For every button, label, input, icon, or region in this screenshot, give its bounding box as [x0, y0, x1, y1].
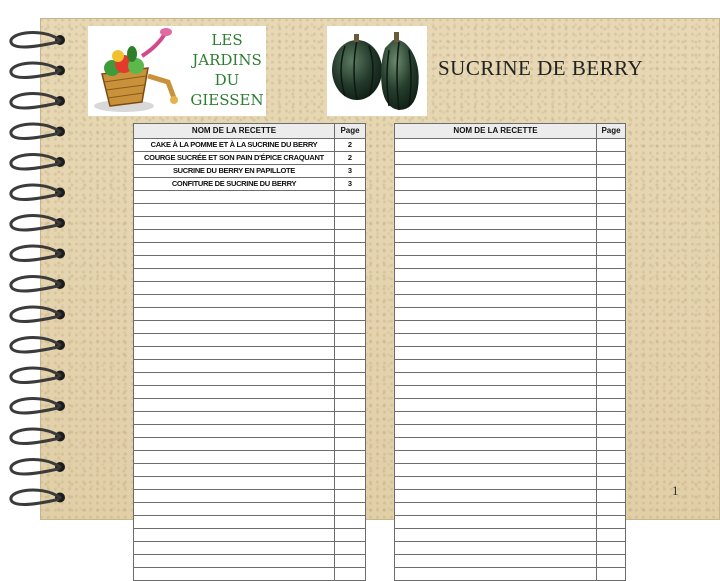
recipe-name-cell — [134, 191, 335, 204]
binding-ring — [11, 32, 60, 47]
recipe-name-cell — [395, 438, 597, 451]
recipe-name-cell — [395, 152, 597, 165]
recipe-name-cell — [395, 139, 597, 152]
recipe-name-cell — [134, 217, 335, 230]
table-row-empty — [395, 191, 626, 204]
recipe-name-cell — [134, 269, 335, 282]
recipe-page-cell — [335, 308, 366, 321]
recipe-page-cell — [597, 282, 626, 295]
recipe-name-cell — [395, 412, 597, 425]
table-row-empty — [395, 269, 626, 282]
recipe-page-cell — [335, 477, 366, 490]
table-row-empty — [395, 256, 626, 269]
table-row-empty — [134, 308, 366, 321]
recipe-page-cell — [597, 360, 626, 373]
table-row-empty — [395, 139, 626, 152]
recipe-page-cell — [335, 373, 366, 386]
recipe-name-cell — [134, 321, 335, 334]
binding-ring — [11, 124, 60, 139]
recipe-page-cell — [597, 555, 626, 568]
table-row-empty — [134, 477, 366, 490]
recipe-index-table-right — [394, 123, 626, 581]
recipe-name-cell — [395, 347, 597, 360]
recipe-name-cell — [134, 334, 335, 347]
recipe-name-cell — [395, 256, 597, 269]
table-row-empty — [395, 477, 626, 490]
table-row-empty — [134, 269, 366, 282]
recipe-name-cell — [134, 373, 335, 386]
recipe-page-cell — [597, 490, 626, 503]
table-row-empty — [395, 334, 626, 347]
recipe-page-cell — [335, 295, 366, 308]
recipe-name-cell — [395, 243, 597, 256]
recipe-name-cell — [134, 464, 335, 477]
binding-ring — [11, 307, 60, 322]
squash-photo-icon — [327, 26, 427, 116]
table-row-empty — [395, 490, 626, 503]
recipe-page-cell — [335, 425, 366, 438]
table-row-empty — [134, 425, 366, 438]
recipe-page-cell — [597, 269, 626, 282]
logo-line-1: LES — [211, 31, 243, 49]
binding-ring — [11, 459, 60, 474]
recipe-name-cell — [395, 360, 597, 373]
recipe-page-cell — [335, 568, 366, 581]
recipe-page-cell — [597, 321, 626, 334]
recipe-name-cell — [134, 347, 335, 360]
recipe-name-cell — [395, 516, 597, 529]
recipe-name-cell — [134, 399, 335, 412]
recipe-name-cell — [134, 256, 335, 269]
recipe-page-cell — [597, 516, 626, 529]
recipe-page-cell — [335, 217, 366, 230]
table-row-empty — [395, 217, 626, 230]
recipe-name-cell — [395, 321, 597, 334]
recipe-page-cell — [335, 399, 366, 412]
recipe-name-cell — [395, 295, 597, 308]
basket-vegetables-icon — [88, 26, 188, 116]
recipe-name-cell — [395, 477, 597, 490]
recipe-page-cell — [335, 412, 366, 425]
table-row-empty — [134, 243, 366, 256]
recipe-page-cell — [335, 256, 366, 269]
recipe-page-cell — [597, 412, 626, 425]
binding-ring — [11, 490, 60, 505]
recipe-name-cell — [395, 490, 597, 503]
table-row-empty — [395, 321, 626, 334]
table-row-empty — [134, 360, 366, 373]
recipe-name-cell — [134, 555, 335, 568]
recipe-name-cell: SUCRINE DU BERRY EN PAPILLOTE — [134, 165, 335, 178]
column-header-recipe-name: NOM DE LA RECETTE — [395, 124, 597, 139]
recipe-page-cell — [335, 282, 366, 295]
table-row-empty — [134, 503, 366, 516]
table-row-empty — [134, 295, 366, 308]
table-row-empty — [395, 295, 626, 308]
table-row-empty — [134, 191, 366, 204]
recipe-page-cell — [335, 191, 366, 204]
table-row-empty — [395, 412, 626, 425]
recipe-page-cell: 2 — [335, 139, 366, 152]
binding-ring — [11, 337, 60, 352]
table-row-empty — [134, 516, 366, 529]
recipe-page-cell — [335, 555, 366, 568]
recipe-page-cell — [597, 399, 626, 412]
recipe-page-cell — [335, 230, 366, 243]
table-row-empty — [134, 568, 366, 581]
table-row-empty — [395, 568, 626, 581]
recipe-page-cell: 3 — [335, 165, 366, 178]
recipe-page-cell — [597, 425, 626, 438]
table-row-empty — [134, 464, 366, 477]
recipe-name-cell — [134, 477, 335, 490]
recipe-page-cell — [597, 464, 626, 477]
table-row-empty — [395, 516, 626, 529]
recipe-name-cell: CONFITURE DE SUCRINE DU BERRY — [134, 178, 335, 191]
logo-line-4: GIESSEN — [190, 91, 264, 109]
recipe-page-cell — [335, 243, 366, 256]
recipe-page-cell — [335, 503, 366, 516]
table-row-empty — [134, 399, 366, 412]
logo-line-3: DU — [214, 71, 240, 89]
recipe-name-cell — [395, 464, 597, 477]
recipe-name-cell — [134, 542, 335, 555]
recipe-page-cell — [597, 451, 626, 464]
table-row-empty — [395, 542, 626, 555]
recipe-name-cell: CAKE À LA POMME ET À LA SUCRINE DU BERRY — [134, 139, 335, 152]
recipe-name-cell — [134, 451, 335, 464]
column-header-page: Page — [335, 124, 366, 139]
logo-line-2: JARDINS — [192, 51, 262, 69]
table-row-empty — [134, 217, 366, 230]
recipe-page-cell — [597, 178, 626, 191]
table-row-empty — [395, 503, 626, 516]
recipe-name-cell — [395, 178, 597, 191]
table-row — [134, 178, 366, 191]
recipe-page-cell — [597, 347, 626, 360]
table-row-empty — [134, 451, 366, 464]
recipe-page-cell — [335, 451, 366, 464]
column-header-page: Page — [597, 124, 626, 139]
recipe-name-cell — [134, 412, 335, 425]
recipe-name-cell — [395, 165, 597, 178]
recipe-page-cell — [597, 204, 626, 217]
page-title: SUCRINE DE BERRY — [438, 56, 644, 80]
recipe-page-cell — [597, 217, 626, 230]
table-row-empty — [134, 386, 366, 399]
table-row-empty — [134, 412, 366, 425]
recipe-page-cell — [597, 477, 626, 490]
recipe-name-cell — [395, 191, 597, 204]
recipe-name-cell — [395, 282, 597, 295]
binding-ring — [11, 246, 60, 261]
table-row-empty — [134, 282, 366, 295]
table-row-empty — [134, 204, 366, 217]
recipe-name-cell — [134, 425, 335, 438]
table-row-empty — [395, 347, 626, 360]
table-row-empty — [134, 347, 366, 360]
recipe-name-cell — [395, 217, 597, 230]
column-header-recipe-name: NOM DE LA RECETTE — [134, 124, 335, 139]
binding-ring — [11, 93, 60, 108]
logo-wordmark — [188, 30, 266, 110]
table-row-empty — [395, 243, 626, 256]
recipe-name-cell — [395, 425, 597, 438]
table-row-empty — [395, 282, 626, 295]
recipe-page-cell — [335, 347, 366, 360]
recipe-name-cell — [134, 230, 335, 243]
table-row-empty — [395, 438, 626, 451]
recipe-name-cell — [134, 360, 335, 373]
recipe-page-cell: 2 — [335, 152, 366, 165]
binding-ring — [11, 398, 60, 413]
table-row-empty — [395, 360, 626, 373]
recipe-name-cell — [395, 555, 597, 568]
table-row-empty — [134, 490, 366, 503]
recipe-page-cell — [597, 243, 626, 256]
recipe-index-table-left — [133, 123, 366, 581]
table-row-empty — [395, 451, 626, 464]
table-row-empty — [395, 178, 626, 191]
table-row-empty — [395, 165, 626, 178]
recipe-page-cell — [597, 438, 626, 451]
recipe-name-cell — [395, 230, 597, 243]
binding-ring — [11, 215, 60, 230]
recipe-name-cell — [395, 451, 597, 464]
table-row-empty — [395, 373, 626, 386]
table-row — [134, 165, 366, 178]
recipe-name-cell: COURGE SUCRÉE ET SON PAIN D'ÉPICE CRAQUANT — [134, 152, 335, 165]
table-row-empty — [134, 542, 366, 555]
recipe-name-cell — [395, 542, 597, 555]
recipe-name-cell — [395, 568, 597, 581]
table-row-empty — [395, 399, 626, 412]
recipe-page-cell — [335, 204, 366, 217]
recipe-page-cell — [335, 360, 366, 373]
recipe-page-cell — [597, 230, 626, 243]
recipe-page-cell — [335, 438, 366, 451]
table-row-empty — [134, 555, 366, 568]
binding-ring — [11, 185, 60, 200]
table-row-empty — [395, 230, 626, 243]
recipe-name-cell — [134, 386, 335, 399]
recipe-name-cell — [134, 503, 335, 516]
recipe-name-cell — [395, 308, 597, 321]
recipe-page-cell — [597, 334, 626, 347]
recipe-name-cell — [395, 334, 597, 347]
recipe-page-cell — [597, 386, 626, 399]
recipe-page-cell — [597, 373, 626, 386]
recipe-page-cell — [597, 503, 626, 516]
table-row-empty — [395, 152, 626, 165]
recipe-page-cell — [597, 542, 626, 555]
recipe-page-cell — [597, 152, 626, 165]
recipe-name-cell — [134, 204, 335, 217]
table-row-empty — [134, 438, 366, 451]
logo — [88, 26, 266, 116]
recipe-page-cell — [335, 269, 366, 282]
binding-ring — [11, 429, 60, 444]
binding-ring — [11, 154, 60, 169]
table-row-empty — [134, 256, 366, 269]
recipe-page-cell — [597, 295, 626, 308]
recipe-name-cell — [395, 204, 597, 217]
recipe-page-cell — [335, 464, 366, 477]
recipe-name-cell — [134, 438, 335, 451]
table-row-empty — [134, 334, 366, 347]
recipe-page-cell — [335, 542, 366, 555]
recipe-page-cell — [335, 490, 366, 503]
recipe-name-cell — [395, 269, 597, 282]
recipe-page-cell — [597, 165, 626, 178]
recipe-name-cell — [395, 373, 597, 386]
spiral-binding-icon — [0, 0, 80, 540]
recipe-name-cell — [134, 308, 335, 321]
table-row-empty — [395, 425, 626, 438]
table-row-empty — [134, 373, 366, 386]
binding-ring — [11, 276, 60, 291]
recipe-name-cell — [395, 386, 597, 399]
table-row-empty — [395, 204, 626, 217]
binding-ring — [11, 63, 60, 78]
binding-ring — [11, 368, 60, 383]
recipe-page-cell — [597, 191, 626, 204]
table-row — [134, 139, 366, 152]
recipe-name-cell — [134, 295, 335, 308]
recipe-name-cell — [395, 399, 597, 412]
recipe-page-cell — [335, 516, 366, 529]
recipe-page-cell: 3 — [335, 178, 366, 191]
table-row-empty — [134, 321, 366, 334]
recipe-name-cell — [134, 490, 335, 503]
recipe-page-cell — [597, 568, 626, 581]
table-row-empty — [395, 555, 626, 568]
table-row-empty — [134, 230, 366, 243]
table-row — [134, 152, 366, 165]
recipe-page-cell — [597, 256, 626, 269]
recipe-name-cell — [395, 503, 597, 516]
recipe-name-cell — [134, 568, 335, 581]
table-row-empty — [395, 464, 626, 477]
table-row-empty — [395, 308, 626, 321]
recipe-page-cell — [335, 386, 366, 399]
recipe-page-cell — [597, 308, 626, 321]
recipe-page-cell — [335, 334, 366, 347]
recipe-page-cell — [335, 321, 366, 334]
table-row-empty — [395, 386, 626, 399]
recipe-name-cell — [134, 516, 335, 529]
recipe-page-cell — [597, 139, 626, 152]
recipe-name-cell — [134, 243, 335, 256]
page-number: 1 — [672, 483, 679, 498]
recipe-name-cell — [134, 282, 335, 295]
